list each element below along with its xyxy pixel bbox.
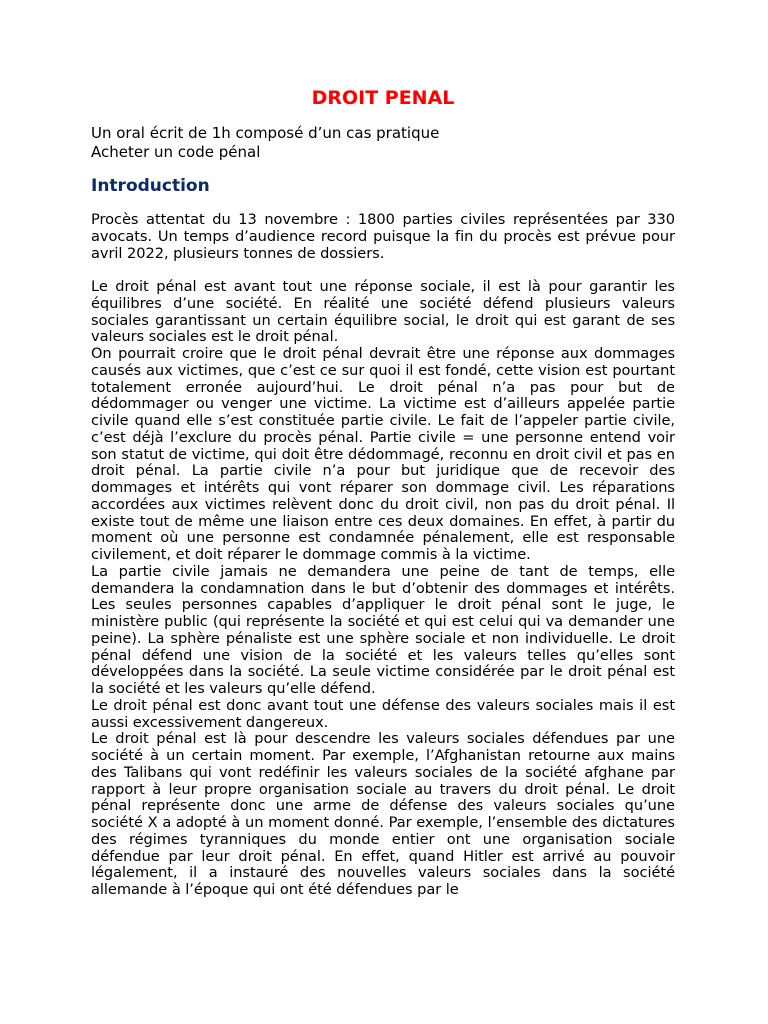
intro-notes — [91, 124, 439, 162]
body-text — [91, 212, 675, 899]
section-heading-introduction: Introduction — [91, 176, 210, 196]
paragraph-sphere-penaliste: La partie civile jamais ne demandera une peine de tant de temps, elle demandera la condamnation dans le but d’obtenir des dommages et intérêts. Les seules personnes capables d’appliquer le droit pénal sont le juge, le ministère public (qui représente la société et qui est celui qui va demander une peine). La sphère pénaliste est une sphère sociale et non individuelle. Le droit pénal défend une vision de la société et les valeurs telles qu’elles sont développées dans la société. La seule victime considérée par le droit pénal est la société et les valeurs qu’elle défend. — [91, 562, 675, 697]
paragraph-partie-civile: On pourrait croire que le droit pénal devrait être une réponse aux dommages causés aux victimes, que c’est ce sur quoi il est fondé, cette vision est pourtant totalement erronée aujourd’hui. Le droit pénal n’a pas pour but de dédommager ou venger une victime. La victime est d’ailleurs appelée partie civile quand elle s’est constituée partie civile. Le fait de l’appeler partie civile, c’est déjà l’exclure du procès pénal. Partie civile = une personne entend voir son statut de victime, qui doit être dédommagé, reconnu en droit civil et pas en droit pénal. La partie civile n’a pour but juridique que de recevoir des dommages et intérêts qui vont réparer son dommage civil. Les réparations accordées aux victimes relèvent donc du droit civil, non pas du droit pénal. Il existe tout de même une liaison entre ces deux domaines. En effet, à partir du moment où une personne est condamnée pénalement, elle est responsable civilement, et doit réparer le dommage commis à la victime. — [91, 345, 675, 563]
paragraph-proces-attentat: Procès attentat du 13 novembre : 1800 parties civiles représentées par 330 avocats. Un temps d’audience record puisque la fin du procès est prévue pour avril 2022, plusieurs tonnes de dossiers. — [91, 211, 675, 262]
paragraph-arme-defense: Le droit pénal est là pour descendre les valeurs sociales défendues par une société à un certain moment. Par exemple, l’Afghanistan retourne aux mains des Talibans qui vont redéfinir les valeurs sociales de la société afghane par rapport à leur propre organisation sociale au travers du droit pénal. Le droit pénal représente donc une arme de défense des valeurs sociales qu’une société X a adopté à un moment donné. Par exemple, l’ensemble des dictatures des régimes tyranniques du monde entier ont une organisation sociale défendue par leur droit pénal. En effet, quand Hitler est arrivé au pouvoir légalement, il a instauré des nouvelles valeurs sociales dans la société allemande à l’époque qui ont été défendues par le — [91, 730, 675, 898]
paragraph-reponse-sociale: Le droit pénal est avant tout une réponse sociale, il est là pour garantir les équilibres d’une société. En réalité une société défend plusieurs valeurs sociales garantissant un certain équilibre social, le droit qui est garant de ses valeurs sociales est le droit pénal. — [91, 278, 675, 346]
intro-line-code-penal: Acheter un code pénal — [91, 143, 261, 161]
intro-line-oral-exam: Un oral écrit de 1h composé d’un cas pratique — [91, 124, 440, 142]
document-title: DROIT PENAL — [311, 87, 455, 109]
paragraph-defense-valeurs: Le droit pénal est donc avant tout une défense des valeurs sociales mais il est aussi excessivement dangereux. — [91, 696, 675, 731]
